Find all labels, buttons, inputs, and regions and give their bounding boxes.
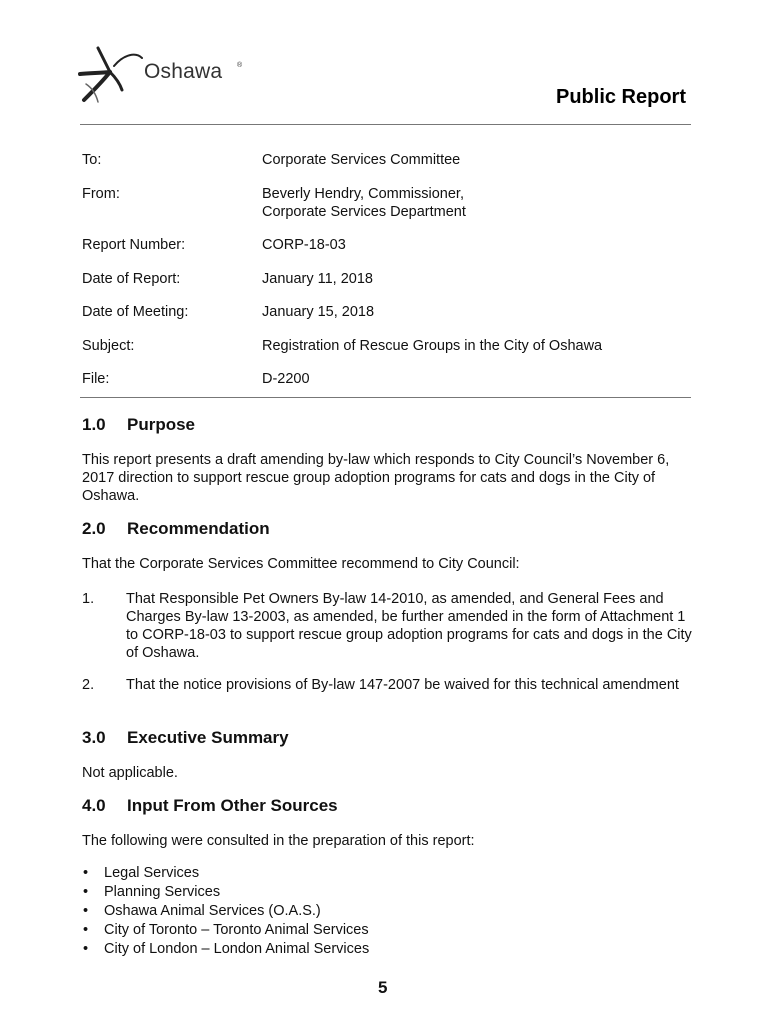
meta-label: Date of Meeting: <box>82 304 189 320</box>
item-number: 1. <box>82 591 95 607</box>
meta-value: Corporate Services Committee <box>262 152 461 168</box>
meta-value: January 11, 2018 <box>262 270 373 287</box>
section-heading-input-from-other-sources <box>82 796 338 816</box>
list-item: • Planning Services <box>83 884 221 900</box>
list-item: • City of Toronto – Toronto Animal Services <box>83 922 369 938</box>
header-divider <box>80 124 691 125</box>
section-heading-purpose <box>82 415 195 435</box>
item-number: 2. <box>82 677 95 693</box>
meta-label: From: <box>82 185 120 202</box>
section-heading-executive-summary <box>82 728 289 748</box>
recommendation-item <box>82 676 692 694</box>
meta-row-to <box>82 151 682 169</box>
recommendation-list <box>82 590 692 708</box>
meta-row-report-number <box>82 236 682 254</box>
section-number: 2.0 <box>82 519 106 538</box>
recommendation-item <box>82 590 692 662</box>
bullet-icon: • <box>83 903 89 919</box>
section-title: Input From Other Sources <box>127 796 338 815</box>
consulted-sources-list <box>82 864 682 959</box>
meta-row-date-of-report <box>82 270 682 288</box>
section-number: 1.0 <box>82 415 106 434</box>
list-item: • Oshawa Animal Services (O.A.S.) <box>83 903 321 919</box>
recommendation-intro: That the Corporate Services Committee recommend to City Council: <box>82 556 520 572</box>
report-title: Public Report <box>555 86 686 108</box>
bullet-icon: • <box>83 922 89 938</box>
meta-value: January 15, 2018 <box>262 304 375 320</box>
bullet-icon: • <box>83 941 89 957</box>
list-item: • Legal Services <box>83 865 200 881</box>
meta-row-subject <box>82 337 682 355</box>
meta-row-date-of-meeting <box>82 303 682 321</box>
item-text: That the notice provisions of By-law 147-2007 be waived for this technical amendment <box>126 677 679 693</box>
executive-summary-paragraph: Not applicable. <box>82 765 178 781</box>
oshawa-swoosh-icon <box>76 44 146 106</box>
logo-wordmark: Oshawa <box>144 60 223 83</box>
meta-label: To: <box>82 152 102 168</box>
meta-label: Subject: <box>82 337 135 354</box>
section-heading-recommendation <box>82 519 270 539</box>
purpose-paragraph: This report presents a draft amending by-law which responds to City Council’s November 6, 2017 direction to support rescue group adoption programs for cats and dogs in the City of Oshawa. <box>82 452 670 504</box>
meta-label: Report Number: <box>82 237 186 253</box>
meta-value: Registration of Rescue Groups in the City of Oshawa <box>262 337 603 354</box>
section-title: Recommendation <box>127 519 270 538</box>
logo-registered-mark: ® <box>237 62 243 69</box>
bullet-icon: • <box>83 884 89 900</box>
bullet-icon: • <box>83 865 89 881</box>
report-metadata <box>82 151 682 404</box>
meta-value: D-2200 <box>262 371 310 387</box>
meta-label: Date of Report: <box>82 270 181 287</box>
list-item: • City of London – London Animal Services <box>83 941 370 957</box>
meta-value: Beverly Hendry, Commissioner, Corporate Services Department <box>262 185 466 220</box>
metadata-divider <box>80 397 691 398</box>
input-sources-intro: The following were consulted in the preparation of this report: <box>82 833 475 849</box>
meta-row-from <box>82 185 682 221</box>
oshawa-logo <box>76 44 251 106</box>
section-number: 4.0 <box>82 796 106 815</box>
section-title: Executive Summary <box>127 728 289 747</box>
item-text: That Responsible Pet Owners By-law 14-2010, as amended, and General Fees and Charges By-law 13-2003, as amended, be further amended in the form of Attachment 1 to CORP-18-03 to support rescue group adoption programs for cats and dogs in the City of Oshawa. <box>126 591 692 661</box>
section-number: 3.0 <box>82 728 106 747</box>
meta-label: File: <box>82 371 110 387</box>
section-title: Purpose <box>127 415 196 434</box>
meta-row-file <box>82 370 682 388</box>
page-number: 5 <box>378 978 388 997</box>
meta-value: CORP-18-03 <box>262 237 346 253</box>
